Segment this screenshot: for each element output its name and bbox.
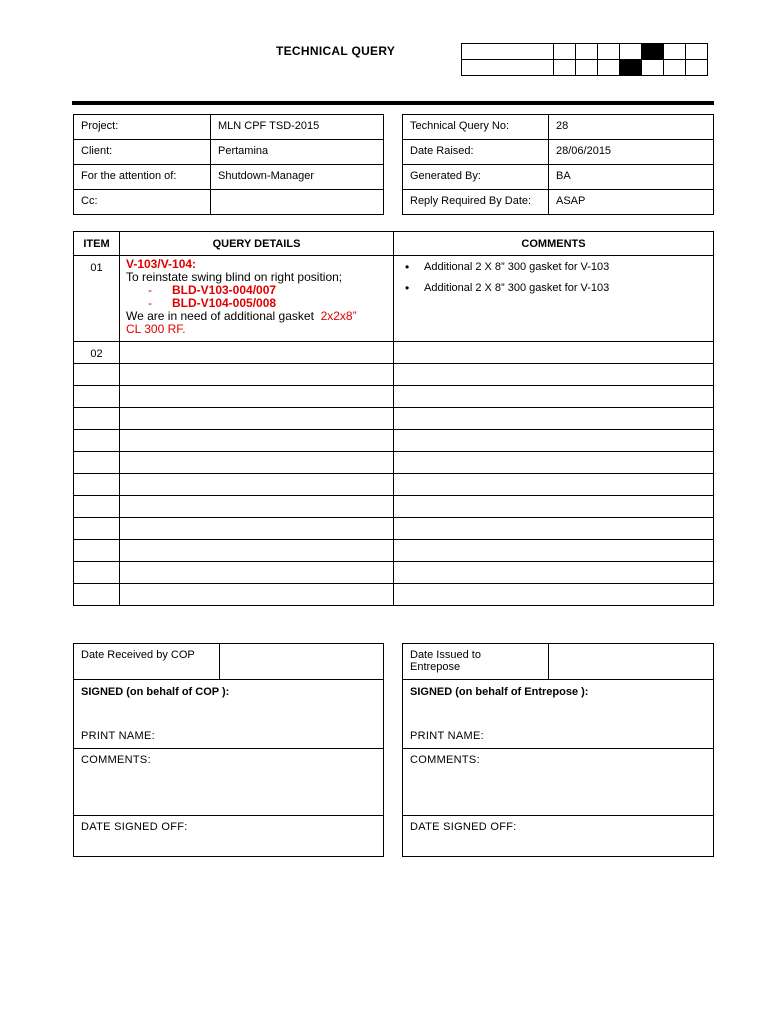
project-info-table: [73, 114, 384, 215]
comments-cell: [394, 562, 714, 584]
cop-signed-label: SIGNED (on behalf of COP ):: [81, 686, 230, 698]
table-row: [74, 474, 714, 496]
comments-cell: [394, 342, 714, 364]
code-grid-cell: [576, 60, 598, 76]
query-no-label: Technical Query No:: [403, 115, 549, 140]
info-row: [74, 115, 384, 140]
code-grid-cell: [620, 44, 642, 60]
query-details-cell: [120, 584, 394, 606]
entrepose-date-signed-label: DATE SIGNED OFF:: [410, 821, 517, 833]
query-heading: V-103/V-104:: [126, 257, 197, 271]
comments-cell: [394, 496, 714, 518]
row-divider: [403, 815, 713, 816]
code-grid-cell: [686, 44, 708, 60]
code-grid-cell: [598, 44, 620, 60]
table-row: [74, 584, 714, 606]
code-grid-cell: [686, 60, 708, 76]
table-row: [74, 562, 714, 584]
info-row: [74, 190, 384, 215]
item-cell: [74, 452, 120, 474]
document-title: TECHNICAL QUERY: [276, 44, 396, 58]
cell-divider: [219, 644, 220, 679]
cc-value: [211, 190, 384, 215]
code-grid-cell: [576, 44, 598, 60]
comments-cell: [394, 518, 714, 540]
gasket-rating: CL 300 RF.: [126, 322, 186, 336]
comments-cell: [394, 584, 714, 606]
item-cell: [74, 430, 120, 452]
cop-date-signed-label: DATE SIGNED OFF:: [81, 821, 188, 833]
cop-date-received-row: [74, 644, 383, 680]
comments-cell: [394, 408, 714, 430]
table-row: [74, 386, 714, 408]
blind-ref: BLD-V103-004/007: [172, 283, 277, 297]
item-header: ITEM: [74, 232, 120, 256]
query-details-cell: [120, 452, 394, 474]
comments-cell: [394, 474, 714, 496]
entrepose-signoff-box: [402, 643, 714, 857]
code-grid-row: [462, 44, 708, 60]
gasket-spec: 2x2x8”: [320, 309, 357, 323]
reply-date-label: Reply Required By Date:: [403, 190, 549, 215]
comments-cell: [394, 256, 714, 342]
client-value: Pertamina: [211, 140, 384, 165]
info-row: [403, 190, 714, 215]
table-row: [74, 256, 714, 342]
generated-by-label: Generated By:: [403, 165, 549, 190]
query-details-cell: [120, 342, 394, 364]
comments-header: COMMENTS: [394, 232, 714, 256]
item-cell: [74, 540, 120, 562]
date-raised-label: Date Raised:: [403, 140, 549, 165]
generated-by-value: BA: [549, 165, 714, 190]
code-grid-cell: [664, 44, 686, 60]
document-code-grid: [461, 43, 708, 76]
code-grid-label-cell: [462, 44, 554, 60]
blind-ref: BLD-V104-005/008: [172, 296, 277, 310]
client-label: Client:: [74, 140, 211, 165]
cop-comments-label: COMMENTS:: [81, 754, 151, 766]
query-details-cell: [120, 540, 394, 562]
query-details-cell: [120, 256, 394, 342]
code-grid-cell: [620, 60, 642, 76]
info-row: [74, 140, 384, 165]
project-value: MLN CPF TSD-2015: [211, 115, 384, 140]
item-cell: [74, 364, 120, 386]
query-details-cell: [120, 430, 394, 452]
item-cell: [74, 474, 120, 496]
query-info-table: [402, 114, 714, 215]
date-issued-label-line: Entrepose: [410, 661, 461, 673]
item-cell: [74, 408, 120, 430]
code-grid-label-cell: [462, 60, 554, 76]
cc-label: Cc:: [74, 190, 211, 215]
comments-cell: [394, 540, 714, 562]
cell-divider: [548, 644, 549, 679]
query-details-cell: [120, 408, 394, 430]
table-row: [74, 430, 714, 452]
query-no-value: 28: [549, 115, 714, 140]
item-cell: [74, 386, 120, 408]
cop-print-name-label: PRINT NAME:: [81, 730, 155, 742]
comments-cell: [394, 452, 714, 474]
cop-signoff-box: [73, 643, 384, 857]
table-row: [74, 408, 714, 430]
info-row: [403, 115, 714, 140]
table-row: [74, 364, 714, 386]
item-cell: [74, 518, 120, 540]
table-row: [74, 452, 714, 474]
attention-value: Shutdown-Manager: [211, 165, 384, 190]
item-cell: [74, 496, 120, 518]
entrepose-print-name-label: PRINT NAME:: [410, 730, 484, 742]
date-issued-label-line: Date Issued to: [410, 649, 481, 661]
comment-item: • Additional 2 X 8” 300 gasket for V-103: [424, 282, 713, 294]
date-issued-label: [410, 649, 481, 673]
query-details-cell: [120, 386, 394, 408]
comments-cell: [394, 364, 714, 386]
comment-item: • Additional 2 X 8” 300 gasket for V-103: [424, 261, 713, 273]
query-details-cell: [120, 518, 394, 540]
query-details-cell: [120, 562, 394, 584]
code-grid-cell: [642, 60, 664, 76]
header-divider-thick: [72, 102, 714, 105]
row-divider: [74, 748, 383, 749]
query-details-header: QUERY DETAILS: [120, 232, 394, 256]
table-row: [74, 496, 714, 518]
info-row: [403, 165, 714, 190]
query-line: To reinstate swing blind on right position;: [126, 270, 343, 284]
comments-cell: [394, 386, 714, 408]
entrepose-comments-label: COMMENTS:: [410, 754, 480, 766]
row-divider: [403, 748, 713, 749]
gasket-text: We are in need of additional gasket: [126, 309, 314, 323]
comments-cell: [394, 430, 714, 452]
table-row: [74, 540, 714, 562]
query-details-cell: [120, 474, 394, 496]
reply-date-value: ASAP: [549, 190, 714, 215]
item-number: 01: [74, 256, 120, 342]
date-received-label: Date Received by COP: [81, 649, 195, 661]
code-grid-cell: [664, 60, 686, 76]
date-raised-value: 28/06/2015: [549, 140, 714, 165]
dash-bullet: -: [148, 296, 152, 310]
code-grid-cell: [554, 44, 576, 60]
query-table: [73, 231, 714, 606]
code-grid-row: [462, 60, 708, 76]
table-row: [74, 518, 714, 540]
entrepose-signed-label: SIGNED (on behalf of Entrepose ):: [410, 686, 589, 698]
code-grid-cell: [642, 44, 664, 60]
row-divider: [74, 815, 383, 816]
query-details-cell: [120, 364, 394, 386]
item-cell: [74, 584, 120, 606]
item-cell: [74, 562, 120, 584]
info-row: [403, 140, 714, 165]
entrepose-date-issued-row: [403, 644, 713, 680]
query-details-cell: [120, 496, 394, 518]
code-grid-cell: [598, 60, 620, 76]
attention-label: For the attention of:: [74, 165, 211, 190]
table-row: [74, 342, 714, 364]
dash-bullet: -: [148, 283, 152, 297]
info-row: [74, 165, 384, 190]
code-grid-cell: [554, 60, 576, 76]
query-header-row: [74, 232, 714, 256]
project-label: Project:: [74, 115, 211, 140]
item-number: 02: [74, 342, 120, 364]
